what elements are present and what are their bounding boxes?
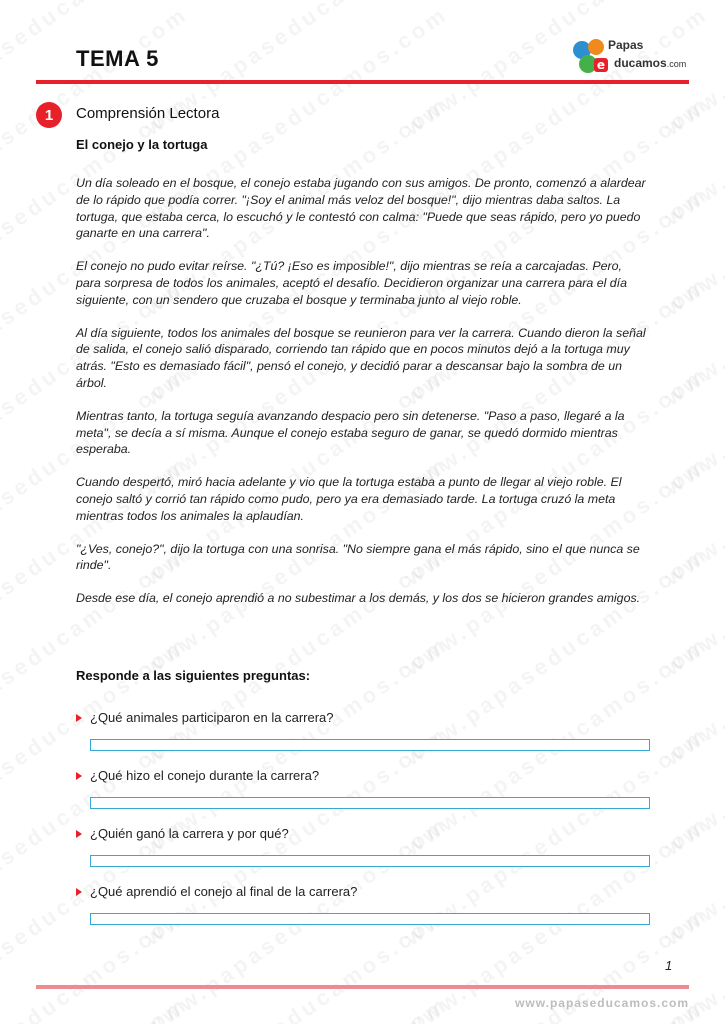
question-item: [76, 884, 656, 925]
answer-field[interactable]: [90, 797, 650, 809]
triangle-bullet-icon: [76, 714, 82, 722]
story-paragraph: Desde ese día, el conejo aprendió a no subestimar a los demás, y los dos se hicieron grandes amigos.: [76, 591, 641, 606]
section-title: Comprensión Lectora: [76, 105, 220, 122]
footer-website[interactable]: www.papaseducamos.com: [515, 996, 689, 1010]
triangle-bullet-icon: [76, 772, 82, 780]
question-item: [76, 768, 656, 809]
question-text: ¿Quién ganó la carrera y por qué?: [90, 826, 289, 841]
story-paragraph: El conejo no pudo evitar reírse. "¿Tú? ¡Eso es imposible!", dijo mientras se reía a carcajadas. Pero, para sorpresa de todos los animales, aceptó el desafío. Decidieron organizar una carrera para el día siguiente, con un sendero que cruzaba el bosque y terminaba junto al viejo roble.: [76, 259, 628, 307]
story-paragraph: Al día siguiente, todos los animales del bosque se reunieron para ver la carrera. Cuando dieron la señal de salida, el conejo salió disparado, corriendo tan rápido que en pocos minutos dejó a la tortuga muy atrás. "Esto es demasiado fácil", pensó el conejo, y decidió parar a descansar bajo la sombra de un árbol.: [76, 325, 646, 390]
story-paragraph: Mientras tanto, la tortuga seguía avanzando despacio pero sin detenerse. "Paso a paso, llegaré a la meta", se decía a sí misma. Aunque el conejo estaba seguro de ganar, se quedó dormido mientras esperaba.: [76, 408, 625, 457]
question-item: [76, 826, 656, 867]
story-title: El conejo y la tortuga: [76, 137, 208, 152]
story-body: [76, 175, 646, 623]
page-number: 1: [665, 958, 673, 973]
page-title: TEMA 5: [76, 46, 159, 71]
logo-text-educamos: ducamos.com: [614, 56, 687, 70]
triangle-bullet-icon: [76, 830, 82, 838]
svg-text:e: e: [596, 58, 606, 72]
header-divider: [36, 80, 689, 84]
section-number-badge: 1: [36, 102, 62, 128]
question-text: ¿Qué hizo el conejo durante la carrera?: [90, 768, 320, 783]
triangle-bullet-icon: [76, 888, 82, 896]
story-paragraph: Un día soleado en el bosque, el conejo estaba jugando con sus amigos. De pronto, comenzó a alardear de lo rápido que podía correr. "¡Soy el animal más veloz del bosque!", dijo mientras daba saltos. La tortuga, que estaba cerca, lo escuchó y le contestó con calma: "Puede que seas rápido, pero yo puedo ganarte en una carrera".: [76, 176, 646, 241]
brand-logo: [570, 34, 700, 78]
answer-field[interactable]: [90, 739, 650, 751]
answer-field[interactable]: [90, 913, 650, 925]
question-text: ¿Qué animales participaron en la carrera?: [90, 710, 334, 725]
answer-field[interactable]: [90, 855, 650, 867]
story-paragraph: "¿Ves, conejo?", dijo la tortuga con una sonrisa. "No siempre gana el más rápido, sino el que nunca se rinde".: [76, 541, 640, 573]
question-text: ¿Qué aprendió el conejo al final de la carrera?: [90, 884, 358, 899]
story-paragraph: Cuando despertó, miró hacia adelante y vio que la tortuga estaba a punto de llegar al viejo roble. El conejo saltó y corrió tan rápido como pudo, pero ya era demasiado tarde. La tortuga cruzó la meta mientras todos los animales la aplaudían.: [76, 475, 622, 523]
question-item: [76, 710, 656, 751]
logo-text-papas: Papas: [608, 38, 644, 52]
questions-heading: Responde a las siguientes preguntas:: [76, 668, 311, 683]
footer-divider: [36, 985, 689, 989]
